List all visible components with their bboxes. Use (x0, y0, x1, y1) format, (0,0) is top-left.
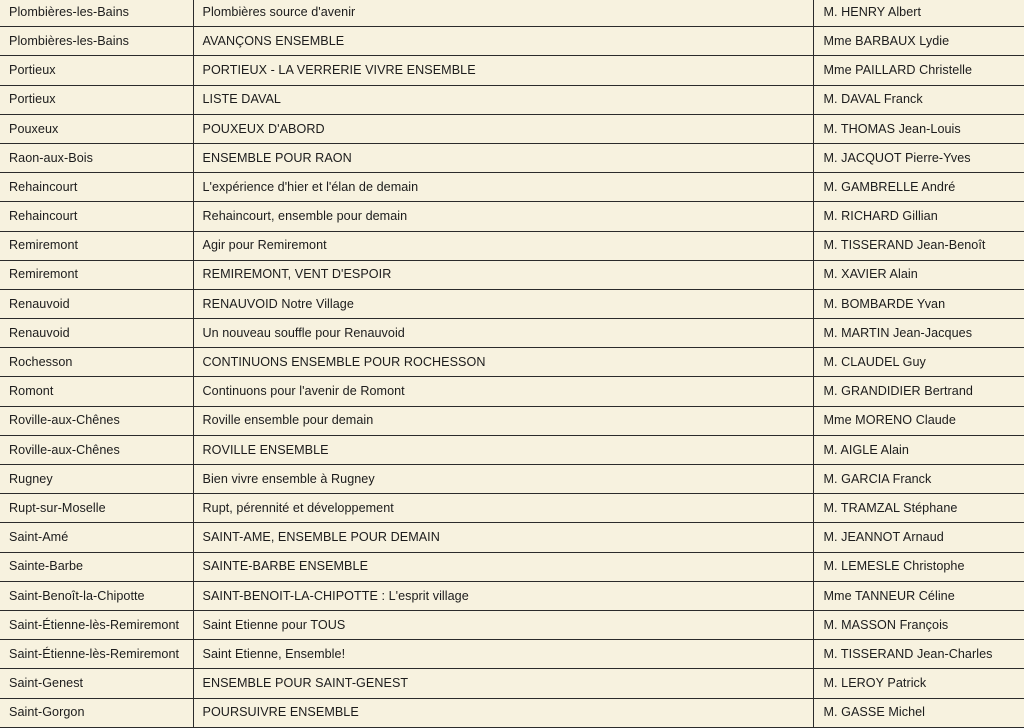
commune-cell: Remiremont (0, 231, 193, 260)
commune-cell: Saint-Étienne-lès-Remiremont (0, 610, 193, 639)
commune-cell: Roville-aux-Chênes (0, 435, 193, 464)
commune-cell: Renauvoid (0, 319, 193, 348)
list-name-cell: Rupt, pérennité et développement (193, 494, 813, 523)
commune-cell: Rugney (0, 465, 193, 494)
table-row (0, 523, 1024, 552)
commune-cell: Saint-Étienne-lès-Remiremont (0, 640, 193, 669)
table-row (0, 377, 1024, 406)
list-name-cell: Plombières source d'avenir (193, 0, 813, 27)
list-name-cell: SAINT-BENOIT-LA-CHIPOTTE : L'esprit village (193, 581, 813, 610)
commune-cell: Renauvoid (0, 289, 193, 318)
list-name-cell: Un nouveau souffle pour Renauvoid (193, 319, 813, 348)
commune-cell: Saint-Benoît-la-Chipotte (0, 581, 193, 610)
commune-cell: Rupt-sur-Moselle (0, 494, 193, 523)
commune-cell: Rochesson (0, 348, 193, 377)
list-head-cell: Mme BARBAUX Lydie (813, 27, 1024, 56)
commune-cell: Rehaincourt (0, 202, 193, 231)
list-name-cell: SAINTE-BARBE ENSEMBLE (193, 552, 813, 581)
list-head-cell: M. RICHARD Gillian (813, 202, 1024, 231)
commune-cell: Saint-Amé (0, 523, 193, 552)
table-row (0, 698, 1024, 727)
table-row (0, 581, 1024, 610)
commune-cell: Roville-aux-Chênes (0, 406, 193, 435)
list-head-cell: M. CLAUDEL Guy (813, 348, 1024, 377)
list-name-cell: Bien vivre ensemble à Rugney (193, 465, 813, 494)
list-head-cell: M. THOMAS Jean-Louis (813, 114, 1024, 143)
list-head-cell: M. JEANNOT Arnaud (813, 523, 1024, 552)
table-row (0, 289, 1024, 318)
list-head-cell: M. MASSON François (813, 610, 1024, 639)
table-row (0, 465, 1024, 494)
table-row (0, 114, 1024, 143)
table-row (0, 406, 1024, 435)
table-row (0, 173, 1024, 202)
list-name-cell: Roville ensemble pour demain (193, 406, 813, 435)
list-head-cell: M. HENRY Albert (813, 0, 1024, 27)
commune-cell: Sainte-Barbe (0, 552, 193, 581)
list-name-cell: LISTE DAVAL (193, 85, 813, 114)
list-head-cell: M. TRAMZAL Stéphane (813, 494, 1024, 523)
commune-cell: Rehaincourt (0, 173, 193, 202)
commune-cell: Saint-Gorgon (0, 698, 193, 727)
table-row (0, 552, 1024, 581)
list-head-cell: M. GARCIA Franck (813, 465, 1024, 494)
list-name-cell: REMIREMONT, VENT D'ESPOIR (193, 260, 813, 289)
list-head-cell: M. TISSERAND Jean-Charles (813, 640, 1024, 669)
list-head-cell: M. TISSERAND Jean-Benoît (813, 231, 1024, 260)
table-row (0, 27, 1024, 56)
table-row (0, 435, 1024, 464)
table-row (0, 348, 1024, 377)
list-name-cell: L'expérience d'hier et l'élan de demain (193, 173, 813, 202)
list-name-cell: Rehaincourt, ensemble pour demain (193, 202, 813, 231)
table-row (0, 0, 1024, 27)
list-head-cell: M. GASSE Michel (813, 698, 1024, 727)
commune-cell: Remiremont (0, 260, 193, 289)
commune-cell: Raon-aux-Bois (0, 143, 193, 172)
table-row (0, 610, 1024, 639)
list-head-cell: M. BOMBARDE Yvan (813, 289, 1024, 318)
commune-cell: Plombières-les-Bains (0, 0, 193, 27)
list-head-cell: M. AIGLE Alain (813, 435, 1024, 464)
list-name-cell: PORTIEUX - LA VERRERIE VIVRE ENSEMBLE (193, 56, 813, 85)
table-row (0, 143, 1024, 172)
table-row (0, 319, 1024, 348)
list-head-cell: Mme PAILLARD Christelle (813, 56, 1024, 85)
commune-cell: Romont (0, 377, 193, 406)
list-head-cell: M. JACQUOT Pierre-Yves (813, 143, 1024, 172)
list-name-cell: CONTINUONS ENSEMBLE POUR ROCHESSON (193, 348, 813, 377)
list-head-cell: Mme TANNEUR Céline (813, 581, 1024, 610)
list-name-cell: ENSEMBLE POUR RAON (193, 143, 813, 172)
list-head-cell: M. GAMBRELLE André (813, 173, 1024, 202)
table-row (0, 669, 1024, 698)
list-head-cell: Mme MORENO Claude (813, 406, 1024, 435)
commune-cell: Portieux (0, 56, 193, 85)
list-head-cell: M. DAVAL Franck (813, 85, 1024, 114)
list-name-cell: Saint Etienne, Ensemble! (193, 640, 813, 669)
commune-cell: Plombières-les-Bains (0, 27, 193, 56)
list-head-cell: M. GRANDIDIER Bertrand (813, 377, 1024, 406)
table-row (0, 85, 1024, 114)
list-name-cell: Continuons pour l'avenir de Romont (193, 377, 813, 406)
list-head-cell: M. XAVIER Alain (813, 260, 1024, 289)
list-name-cell: AVANÇONS ENSEMBLE (193, 27, 813, 56)
commune-cell: Saint-Genest (0, 669, 193, 698)
list-name-cell: RENAUVOID Notre Village (193, 289, 813, 318)
commune-cell: Portieux (0, 85, 193, 114)
list-head-cell: M. LEMESLE Christophe (813, 552, 1024, 581)
table-row (0, 640, 1024, 669)
list-head-cell: M. MARTIN Jean-Jacques (813, 319, 1024, 348)
table-row (0, 231, 1024, 260)
list-head-cell: M. LEROY Patrick (813, 669, 1024, 698)
table-row (0, 56, 1024, 85)
list-name-cell: Saint Etienne pour TOUS (193, 610, 813, 639)
list-name-cell: POURSUIVRE ENSEMBLE (193, 698, 813, 727)
list-name-cell: Agir pour Remiremont (193, 231, 813, 260)
table-row (0, 202, 1024, 231)
table-row (0, 494, 1024, 523)
list-name-cell: ENSEMBLE POUR SAINT-GENEST (193, 669, 813, 698)
list-name-cell: SAINT-AME, ENSEMBLE POUR DEMAIN (193, 523, 813, 552)
list-name-cell: ROVILLE ENSEMBLE (193, 435, 813, 464)
commune-cell: Pouxeux (0, 114, 193, 143)
list-name-cell: POUXEUX D'ABORD (193, 114, 813, 143)
table-row (0, 260, 1024, 289)
